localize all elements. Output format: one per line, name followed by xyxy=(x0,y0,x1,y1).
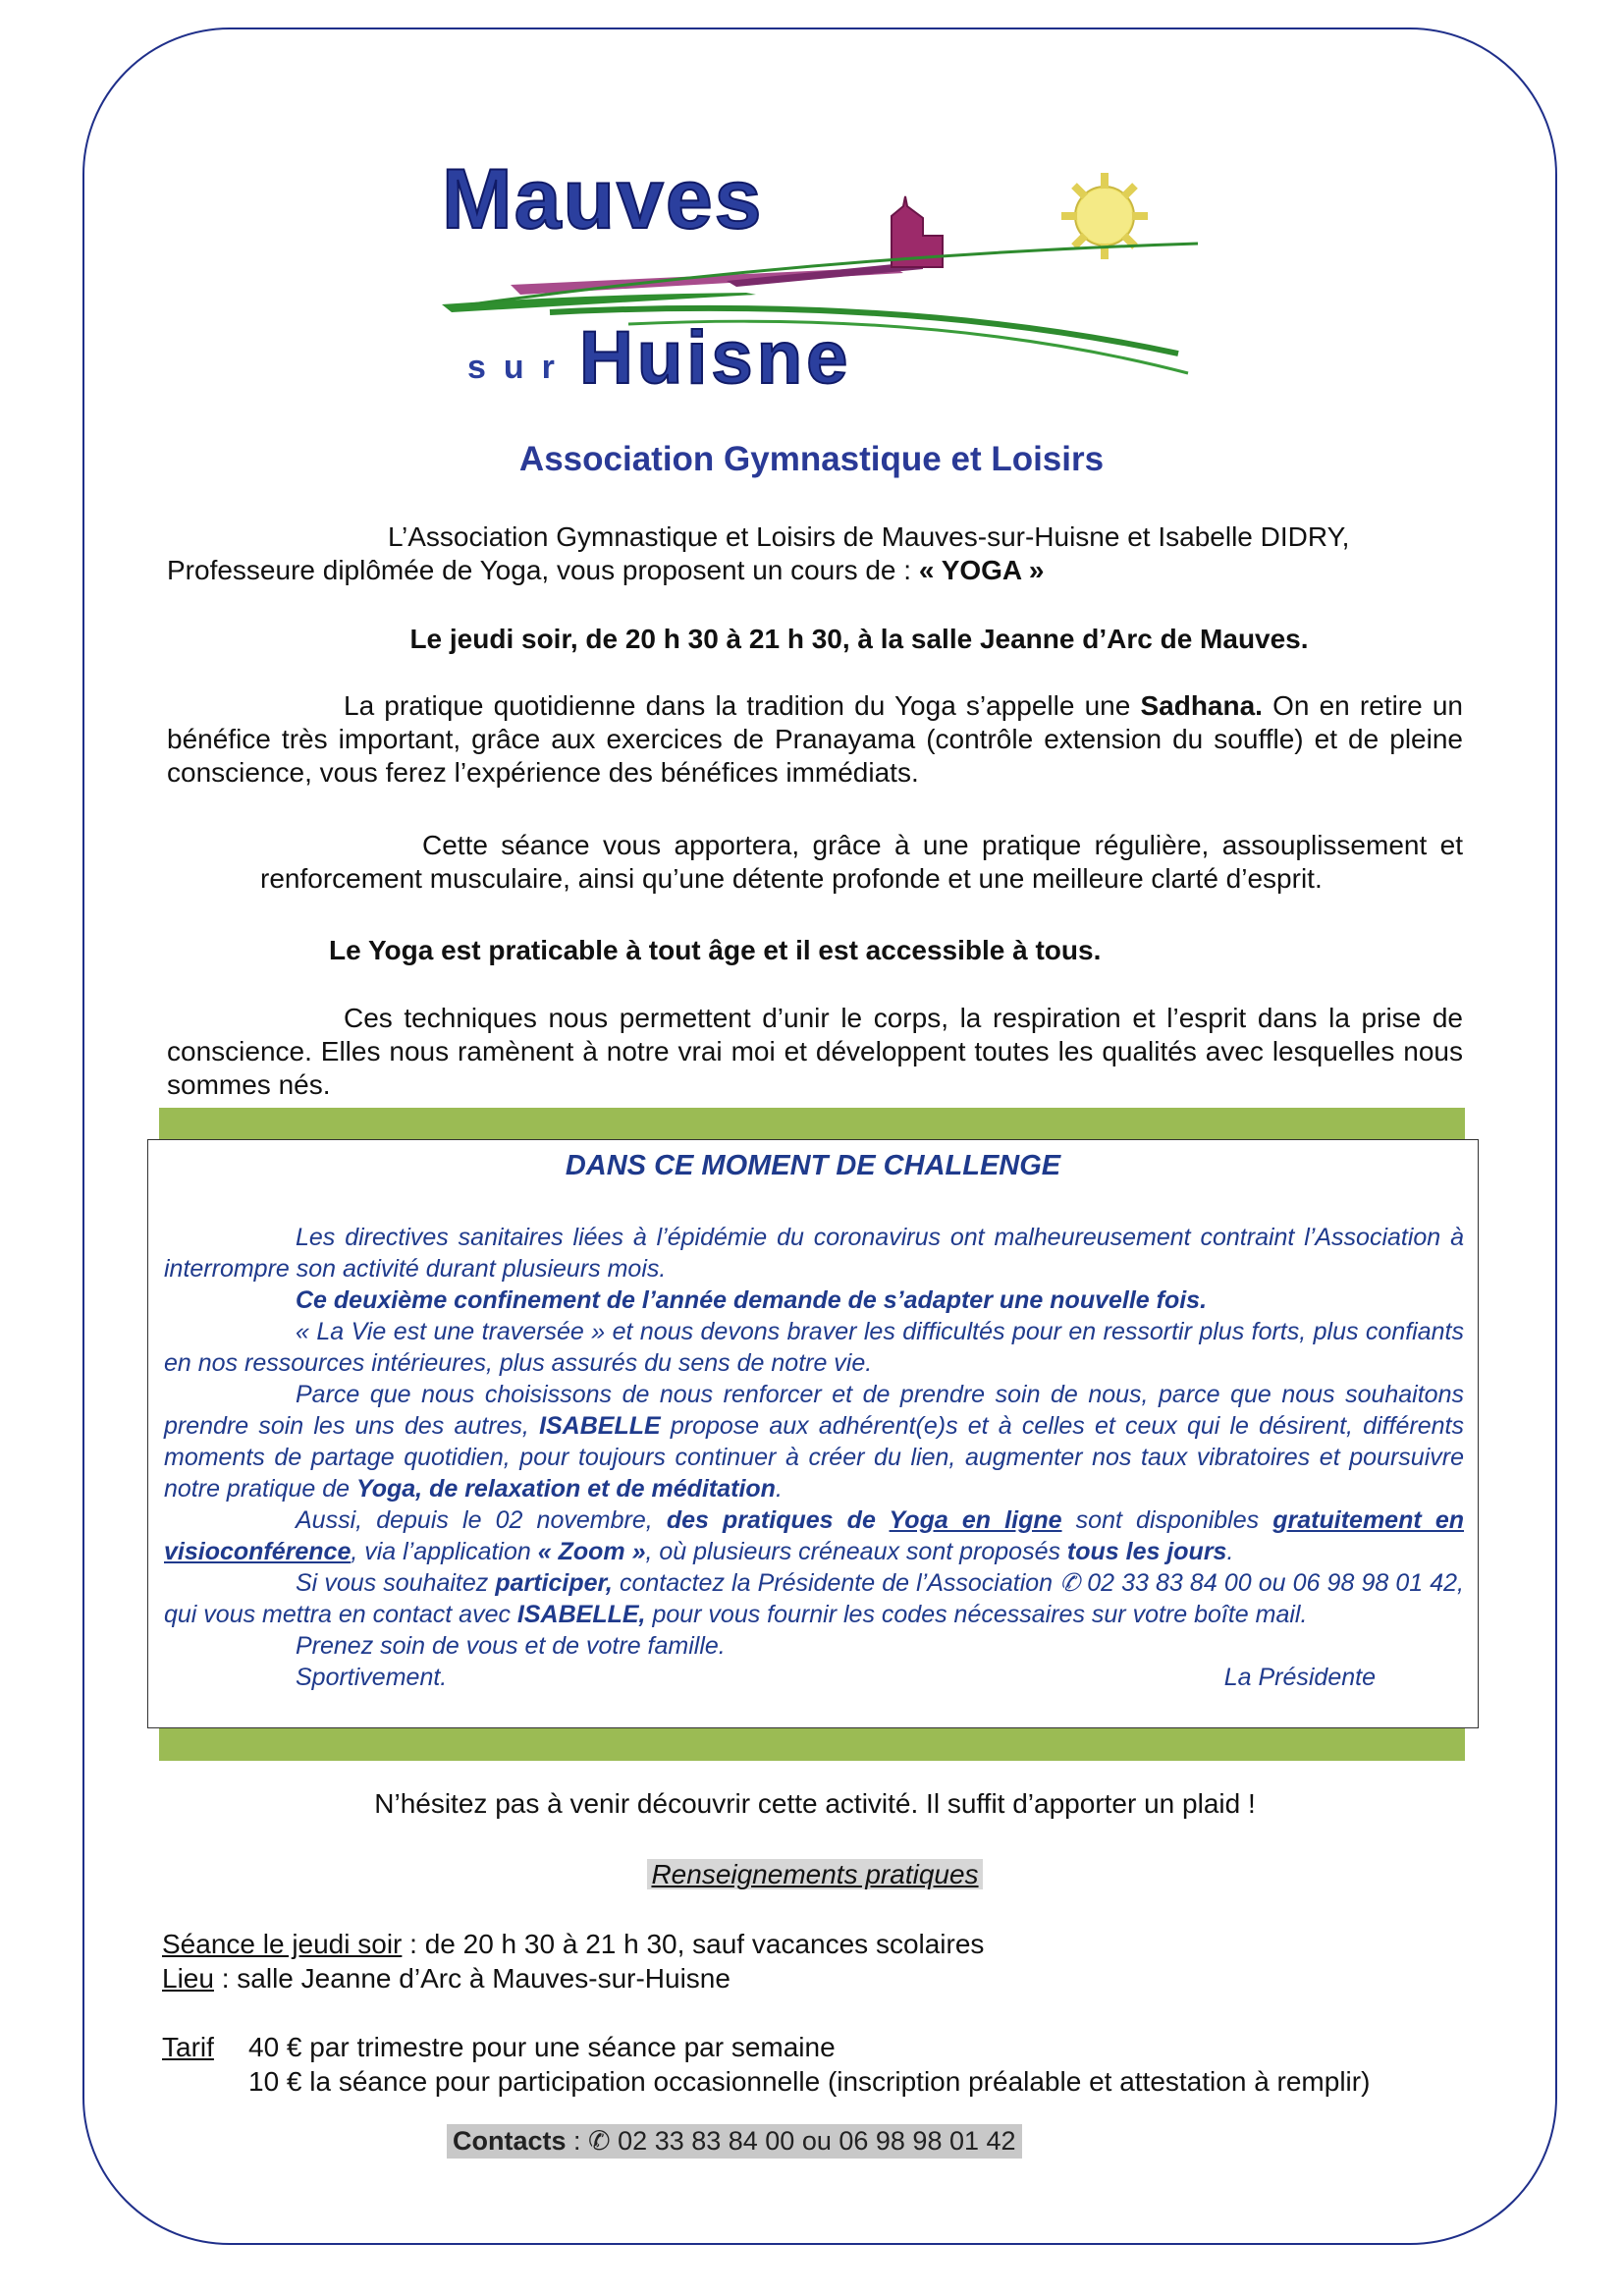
schedule-text: Le jeudi soir, de 20 h 30 à 21 h 30, à la salle Jeanne d’Arc de Mauves. xyxy=(409,624,1309,654)
intro-text: L’Association Gymnastique et Loisirs de Mauves-sur-Huisne et Isabelle DIDRY, Professeure diplômée de Yoga, vous proposent un cours de : xyxy=(167,521,1350,585)
logo-word-mauves: Mauves xyxy=(442,152,764,246)
box-p5j: . xyxy=(1226,1538,1234,1565)
tarif-block xyxy=(162,2030,1371,2097)
practical-heading xyxy=(167,1858,1463,1891)
contacts-sep: : xyxy=(566,2126,589,2156)
tarif-lines xyxy=(248,2030,1370,2099)
intro-paragraph xyxy=(167,520,1463,587)
box-p4d: Yoga, de relaxation et de méditation xyxy=(355,1475,776,1503)
tarif-line2: 10 € la séance pour participation occasionnelle (inscription préalable et attestation à remplir) xyxy=(248,2066,1371,2097)
p1-bold: Sadhana. xyxy=(1140,690,1263,721)
seance-line xyxy=(162,1927,984,1961)
logo-word-sur: sur xyxy=(467,349,572,386)
tarif-line1: 40 € par trimestre pour une séance par semaine xyxy=(248,2032,836,2062)
box-p6a: Si vous souhaitez xyxy=(296,1569,496,1597)
box-p5h: , où plusieurs créneaux sont proposés xyxy=(645,1538,1067,1565)
contacts-bar xyxy=(447,2124,1022,2159)
box-p3: « La Vie est une traversée » et nous devons braver les difficultés pour en ressortir plus forts, plus confiants en nos ressources intérieures, plus assurés du sens de notre vie. xyxy=(164,1318,1464,1377)
intro-yoga: « YOGA » xyxy=(918,555,1045,585)
contacts-label: Contacts xyxy=(453,2126,567,2156)
invite-text: N’hésitez pas à venir découvrir cette activité. Il suffit d’apporter un plaid ! xyxy=(374,1788,1256,1819)
tarif-label: Tarif xyxy=(162,2032,214,2062)
box-p5b: des pratiques de xyxy=(666,1506,890,1534)
box-title: DANS CE MOMENT DE CHALLENGE xyxy=(565,1150,1061,1181)
paragraph-accessible xyxy=(167,934,1463,967)
lieu-label: Lieu xyxy=(162,1963,214,1994)
p3-text: Le Yoga est praticable à tout âge et il est accessible à tous. xyxy=(329,935,1102,965)
box-p6c: contactez la Présidente de l’Association xyxy=(612,1569,1060,1597)
lieu-value: : salle Jeanne d’Arc à Mauves-sur-Huisne xyxy=(213,1963,730,1994)
logo xyxy=(432,147,1217,403)
box-p4c: propose aux adhérent(e)s et à celles et ceux qui le désirent, différents moments de partage quotidien, pour toujours continuer à créer du lien, augmenter nos taux vibratoires et poursuivre notre pratique de xyxy=(164,1412,1464,1503)
box-p6f: pour vous fournir les codes nécessaires sur votre boîte mail. xyxy=(645,1601,1308,1628)
association-title: Association Gymnastique et Loisirs xyxy=(518,440,1105,478)
box-p5f: , via l’application xyxy=(351,1538,538,1565)
box-signature xyxy=(164,1662,1464,1693)
box-p6d: 02 33 83 84 00 ou 06 98 98 01 42, qui vous mettra en contact avec xyxy=(164,1569,1464,1628)
box-p6e: ISABELLE, xyxy=(516,1601,646,1628)
sign-right: La Présidente xyxy=(1223,1664,1376,1691)
seance-label: Séance le jeudi soir xyxy=(162,1929,403,1959)
lieu-line xyxy=(162,1961,730,1995)
sign-left: Sportivement. xyxy=(296,1664,448,1691)
box-p5g: « Zoom » xyxy=(537,1538,646,1565)
seance-value: : de 20 h 30 à 21 h 30, sauf vacances scolaires xyxy=(402,1929,985,1959)
box-p4e: . xyxy=(775,1475,783,1503)
challenge-box xyxy=(147,1139,1479,1728)
paragraph-techniques xyxy=(167,1002,1463,1102)
paragraph-sadhana xyxy=(167,689,1463,790)
box-p5i: tous les jours xyxy=(1066,1538,1227,1565)
paragraph-seance xyxy=(167,829,1463,896)
logo-word-huisne: Huisne xyxy=(579,316,852,400)
green-bar-top xyxy=(159,1108,1465,1140)
box-p7: Prenez soin de vous et de votre famille. xyxy=(296,1632,726,1660)
box-p4a: Parce que nous choisissons de nous renforcer et de prendre soin de nous, parce que nous souhaitons prendre soin les uns des autres, xyxy=(164,1381,1464,1440)
box-p5a: Aussi, depuis le 02 novembre, xyxy=(296,1506,667,1534)
schedule-line xyxy=(167,623,1463,656)
p4-text: Ces techniques nous permettent d’unir le corps, la respiration et l’esprit dans la prise de conscience. Elles nous ramènent à notre vrai moi et développent toutes les qualités avec lesquelles nous sommes nés. xyxy=(167,1003,1463,1100)
box-p2: Ce deuxième confinement de l’année demande de s’adapter une nouvelle fois. xyxy=(296,1286,1208,1314)
p2-text: Cette séance vous apportera, grâce à une pratique régulière, assouplissement et renforcement musculaire, ainsi qu’une détente profonde et une meilleure clarté d’esprit. xyxy=(260,830,1463,894)
p1-after: On en retire un bénéfice très important, grâce aux exercices de Pranayama (contrôle extension du souffle) et de pleine conscience, vous ferez l’expérience des bénéfices immédiats. xyxy=(167,690,1463,788)
contacts-phones: 02 33 83 84 00 ou 06 98 98 01 42 xyxy=(610,2126,1016,2156)
green-bar-bottom xyxy=(159,1728,1465,1761)
box-p5c: Yoga en ligne xyxy=(889,1506,1062,1534)
phone-icon: ✆ xyxy=(588,2126,611,2156)
box-p1: Les directives sanitaires liées à l’épidémie du coronavirus ont malheureusement contraint l’Association à interrompre son activité durant plusieurs mois. xyxy=(164,1224,1464,1283)
box-p4b: ISABELLE xyxy=(539,1412,661,1440)
box-p5e: gratuitement en visioconférence xyxy=(164,1506,1464,1565)
practical-heading-text: Renseignements pratiques xyxy=(647,1859,982,1889)
logo-graphic xyxy=(432,147,1217,403)
box-p6b: participer, xyxy=(495,1569,613,1597)
box-text xyxy=(164,1222,1464,1693)
phone-icon: ✆ xyxy=(1059,1569,1081,1597)
box-p5d: sont disponibles xyxy=(1061,1506,1273,1534)
p1-before: La pratique quotidienne dans la tradition du Yoga s’appelle une xyxy=(344,690,1141,721)
invite-line xyxy=(167,1787,1463,1821)
